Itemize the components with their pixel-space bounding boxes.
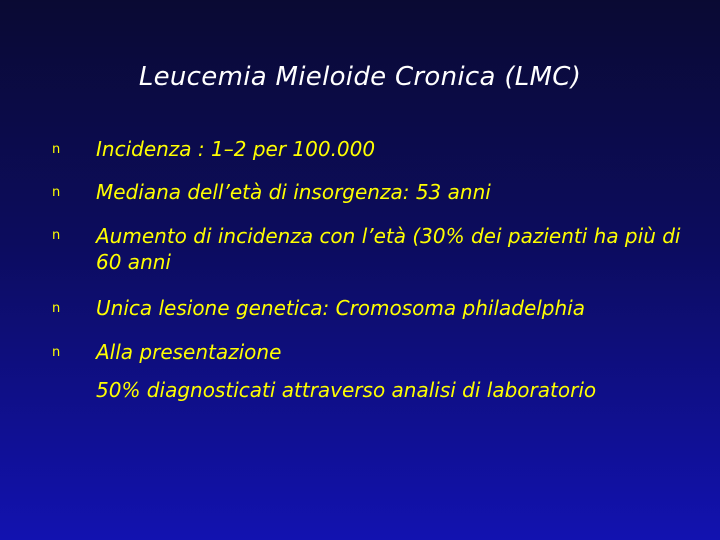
bullet-marker: n [52, 301, 61, 316]
bullet-marker: n [52, 228, 61, 243]
bullet-marker: n [52, 142, 61, 157]
bullet-text-genetic-lesion: Unica lesione genetica: Cromosoma philadelphia [96, 296, 585, 320]
bullet-marker: n [52, 185, 61, 200]
bullet-marker: n [52, 345, 61, 360]
bullet-text-presentation: Alla presentazione [96, 340, 282, 364]
bullet-text-age-increase: Aumento di incidenza con l’età (30% dei pazienti ha più di 60 anni [96, 224, 681, 274]
slide-title: Leucemia Mieloide Cronica (LMC) [138, 62, 582, 92]
sub-line-lab-diagnosis: 50% diagnosticati attraverso analisi di laboratorio [96, 378, 597, 402]
bullet-text-incidence: Incidenza : 1–2 per 100.000 [96, 137, 376, 161]
bullet-text-median-age: Mediana dell’età di insorgenza: 53 anni [96, 180, 491, 204]
